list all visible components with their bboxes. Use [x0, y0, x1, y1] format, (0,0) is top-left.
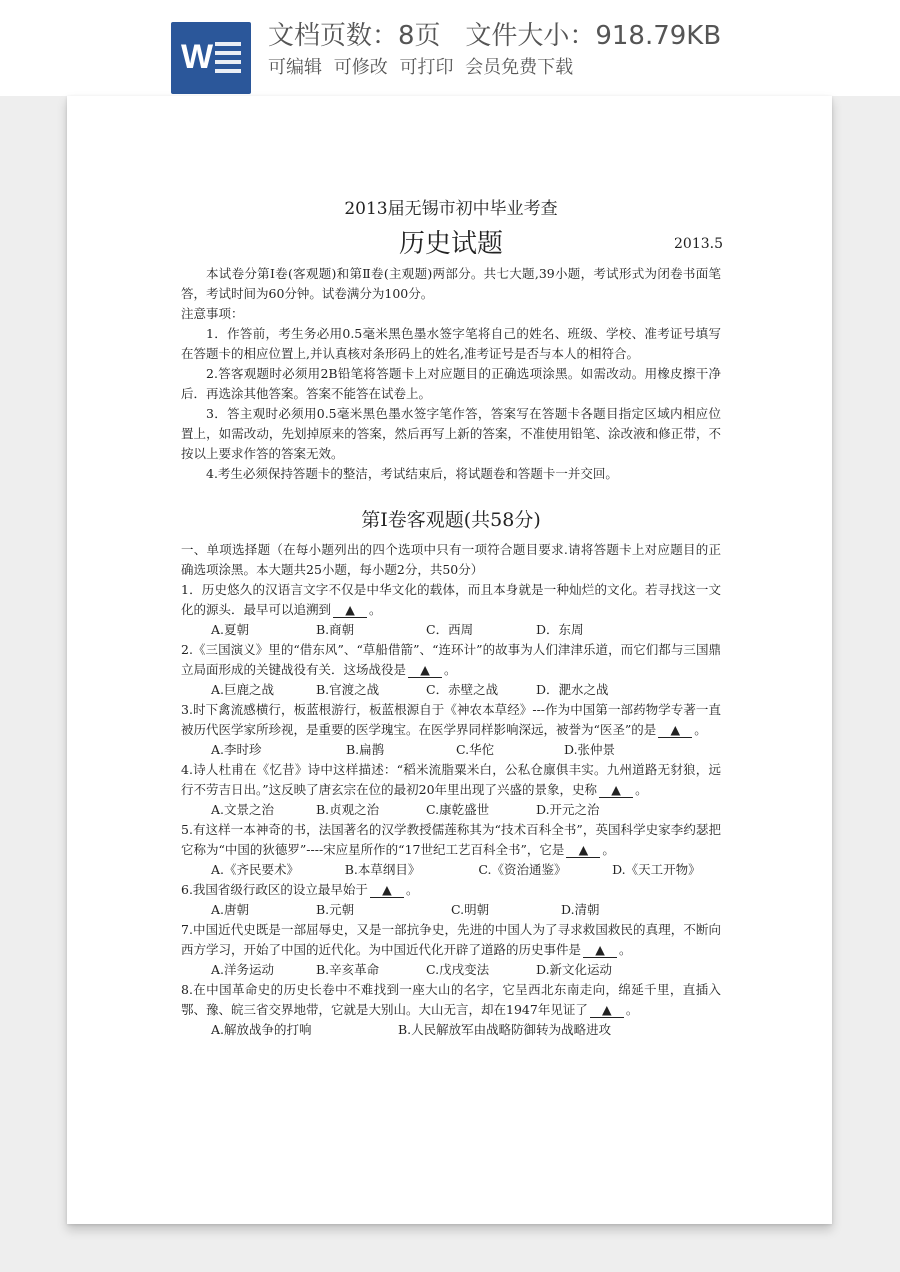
answer-blank: ▲ — [583, 942, 617, 958]
question-4 — [181, 760, 721, 800]
word-icon-letter: W — [181, 38, 214, 76]
option-d: D.开元之治 — [536, 802, 600, 817]
subject-title: 历史试题 — [398, 229, 503, 259]
option-c: C.《资治通鉴》 — [478, 862, 567, 877]
doc-features: 可编辑 可修改 可打印 会员免费下载 — [268, 57, 574, 78]
option-c: C.明朝 — [451, 902, 490, 917]
question-text: 8.在中国革命史的历史长卷中不难找到一座大山的名字，它呈西北东南走向，绵延千里，直插入鄂、豫、皖三省交界地带，它就是大别山。大山无言，却在1947年见证了 — [181, 982, 721, 1017]
question-end: 。 — [694, 722, 707, 737]
option-b: B.本草纲目》 — [344, 862, 421, 877]
option-b: B.人民解放军由战略防御转为战略进攻 — [398, 1022, 612, 1037]
option-b: B.官渡之战 — [316, 682, 380, 697]
question-text: 5.有这样一本神奇的书，法国著名的汉学教授儒莲称其为“技术百科全书”，英国科学史家李约瑟把它称为“中国的狄德罗”----宋应星所作的“17世纪工艺百科全书”，它是 — [181, 822, 721, 857]
option-a: A.唐朝 — [211, 902, 250, 917]
question-end: 。 — [369, 602, 382, 617]
question-end: 。 — [405, 882, 419, 897]
option-d: D.新文化运动 — [536, 962, 613, 977]
document-content — [181, 196, 721, 1040]
option-row — [181, 900, 721, 920]
question-6 — [181, 880, 721, 900]
question-end: 。 — [444, 662, 457, 677]
answer-blank: ▲ — [566, 842, 600, 858]
answer-blank: ▲ — [370, 882, 404, 898]
option-row — [181, 620, 721, 640]
question-end: 。 — [602, 842, 615, 857]
option-c: C.康乾盛世 — [426, 802, 490, 817]
subject-row — [181, 224, 721, 264]
option-b: B.贞观之治 — [316, 802, 380, 817]
question-end: 。 — [625, 1002, 639, 1017]
note-item: 3．答主观时必须用0.5毫米黑色墨水签字笔作答，答案写在答题卡各题目指定区域内相应位置上，如需改动，先划掉原来的答案，然后再写上新的答案，不准使用铅笔、涂改液和修正带，不按以上要求作答的答案无效。 — [181, 406, 721, 461]
option-row — [181, 800, 721, 820]
option-row — [181, 860, 721, 880]
question-text: 4.诗人杜甫在《忆昔》诗中这样描述：“稻米流脂粟米白，公私仓廪俱丰实。九州道路无豺狼，远行不劳吉日出。”这反映了唐玄宗在位的最初20年里出现了兴盛的景象，史称 — [181, 762, 721, 797]
option-a: A.《齐民要术》 — [211, 862, 300, 877]
word-document-icon — [171, 22, 251, 94]
option-a: A.洋务运动 — [211, 962, 275, 977]
option-a: A.文景之治 — [211, 802, 275, 817]
option-a: A.解放战争的打响 — [211, 1022, 312, 1037]
option-d: D．东周 — [536, 622, 584, 637]
option-b: B.扁鹊 — [346, 742, 385, 757]
question-1 — [181, 580, 721, 620]
question-list — [181, 580, 721, 1040]
exam-title: 2013届无锡市初中毕业考查 — [344, 199, 558, 219]
question-end: 。 — [635, 782, 648, 797]
option-d: D.张仲景 — [564, 742, 616, 757]
option-c: C．赤壁之战 — [426, 682, 499, 697]
option-row — [181, 1020, 721, 1040]
question-text: 1．历史悠久的汉语言文字不仅是中华文化的载体，而且本身就是一种灿烂的文化。若寻找这一文化的源头．最早可以追溯到 — [181, 582, 721, 617]
option-d: D.清朝 — [561, 902, 600, 917]
note-item: 1．作答前，考生务必用0.5毫米黑色墨水签字笔将自己的姓名、班级、学校、准考证号填写在答题卡的相应位置上,并认真核对条形码上的姓名,准考证号是否与本人的相符合。 — [181, 326, 721, 361]
question-end: 。 — [619, 942, 632, 957]
answer-blank: ▲ — [599, 782, 633, 798]
question-7 — [181, 920, 721, 960]
option-b: B.商朝 — [316, 622, 355, 637]
answer-blank: ▲ — [658, 722, 692, 738]
question-5 — [181, 820, 721, 860]
question-3 — [181, 700, 721, 740]
option-a: A.夏朝 — [211, 622, 250, 637]
option-row — [181, 960, 721, 980]
section-title: 第Ⅰ卷客观题(共58分) — [361, 509, 541, 531]
document-page — [67, 96, 832, 1224]
question-text: 2.《三国演义》里的“借东风”、“草船借箭”、“连环计”的故事为人们津津乐道，而它们都与三国鼎立局面形成的关键战役有关．这场战役是 — [181, 642, 721, 677]
option-d: D.《天工开物》 — [612, 862, 701, 877]
option-c: C．西周 — [426, 622, 474, 637]
part-title: 一、单项选择题（在每小题列出的四个选项中只有一项符合题目要求.请将答题卡上对应题目的正确选项涂黑。本大题共25小题，每小题2分，共50分） — [181, 542, 721, 577]
question-text: 7.中国近代史既是一部屈辱史，又是一部抗争史，先进的中国人为了寻求救国救民的真理，不断向西方学习，开始了中国的近代化。为中国近代化开辟了道路的历史事件是 — [181, 922, 721, 957]
question-8 — [181, 980, 721, 1020]
note-item: 2.答客观题时必须用2B铅笔将答题卡上对应题目的正确选项涂黑。如需改动。用橡皮擦干净后．再选涂其他答案。答案不能答在试卷上。 — [181, 366, 721, 401]
option-d: D．淝水之战 — [536, 682, 609, 697]
intro-paragraph: 本试卷分第Ⅰ卷(客观题)和第Ⅱ卷(主观题)两部分。共七大题,39小题，考试形式为闭卷书面笔答，考试时间为60分钟。试卷满分为100分。 — [181, 266, 721, 301]
note-item: 4.考生必须保持答题卡的整洁，考试结束后，将试题卷和答题卡一并交回。 — [206, 466, 618, 481]
answer-blank: ▲ — [333, 602, 367, 618]
download-banner — [0, 0, 900, 96]
answer-blank: ▲ — [590, 1002, 624, 1018]
question-text: 6.我国省级行政区的设立最早始于 — [181, 882, 368, 897]
question-2 — [181, 640, 721, 680]
doc-page-count-size: 文档页数：8页 文件大小：918.79KB — [268, 21, 722, 51]
option-a: A.巨鹿之战 — [211, 682, 275, 697]
option-row — [181, 740, 721, 760]
option-c: C.华佗 — [456, 742, 495, 757]
option-b: B.辛亥革命 — [316, 962, 380, 977]
question-text: 3.时下禽流感横行，板蓝根游行，板蓝根源自于《神农本草经》---作为中国第一部药物学专著一直被历代医学家所珍视，是重要的医学瑰宝。在医学界同样影响深远，被誉为“医圣”的是 — [181, 702, 721, 737]
answer-blank: ▲ — [408, 662, 442, 678]
option-c: C.戊戌变法 — [426, 962, 490, 977]
option-row — [181, 680, 721, 700]
option-b: B.元朝 — [316, 902, 355, 917]
option-a: A.李时珍 — [211, 742, 262, 757]
notes-label: 注意事项： — [181, 306, 244, 321]
exam-date: 2013.5 — [674, 236, 723, 252]
